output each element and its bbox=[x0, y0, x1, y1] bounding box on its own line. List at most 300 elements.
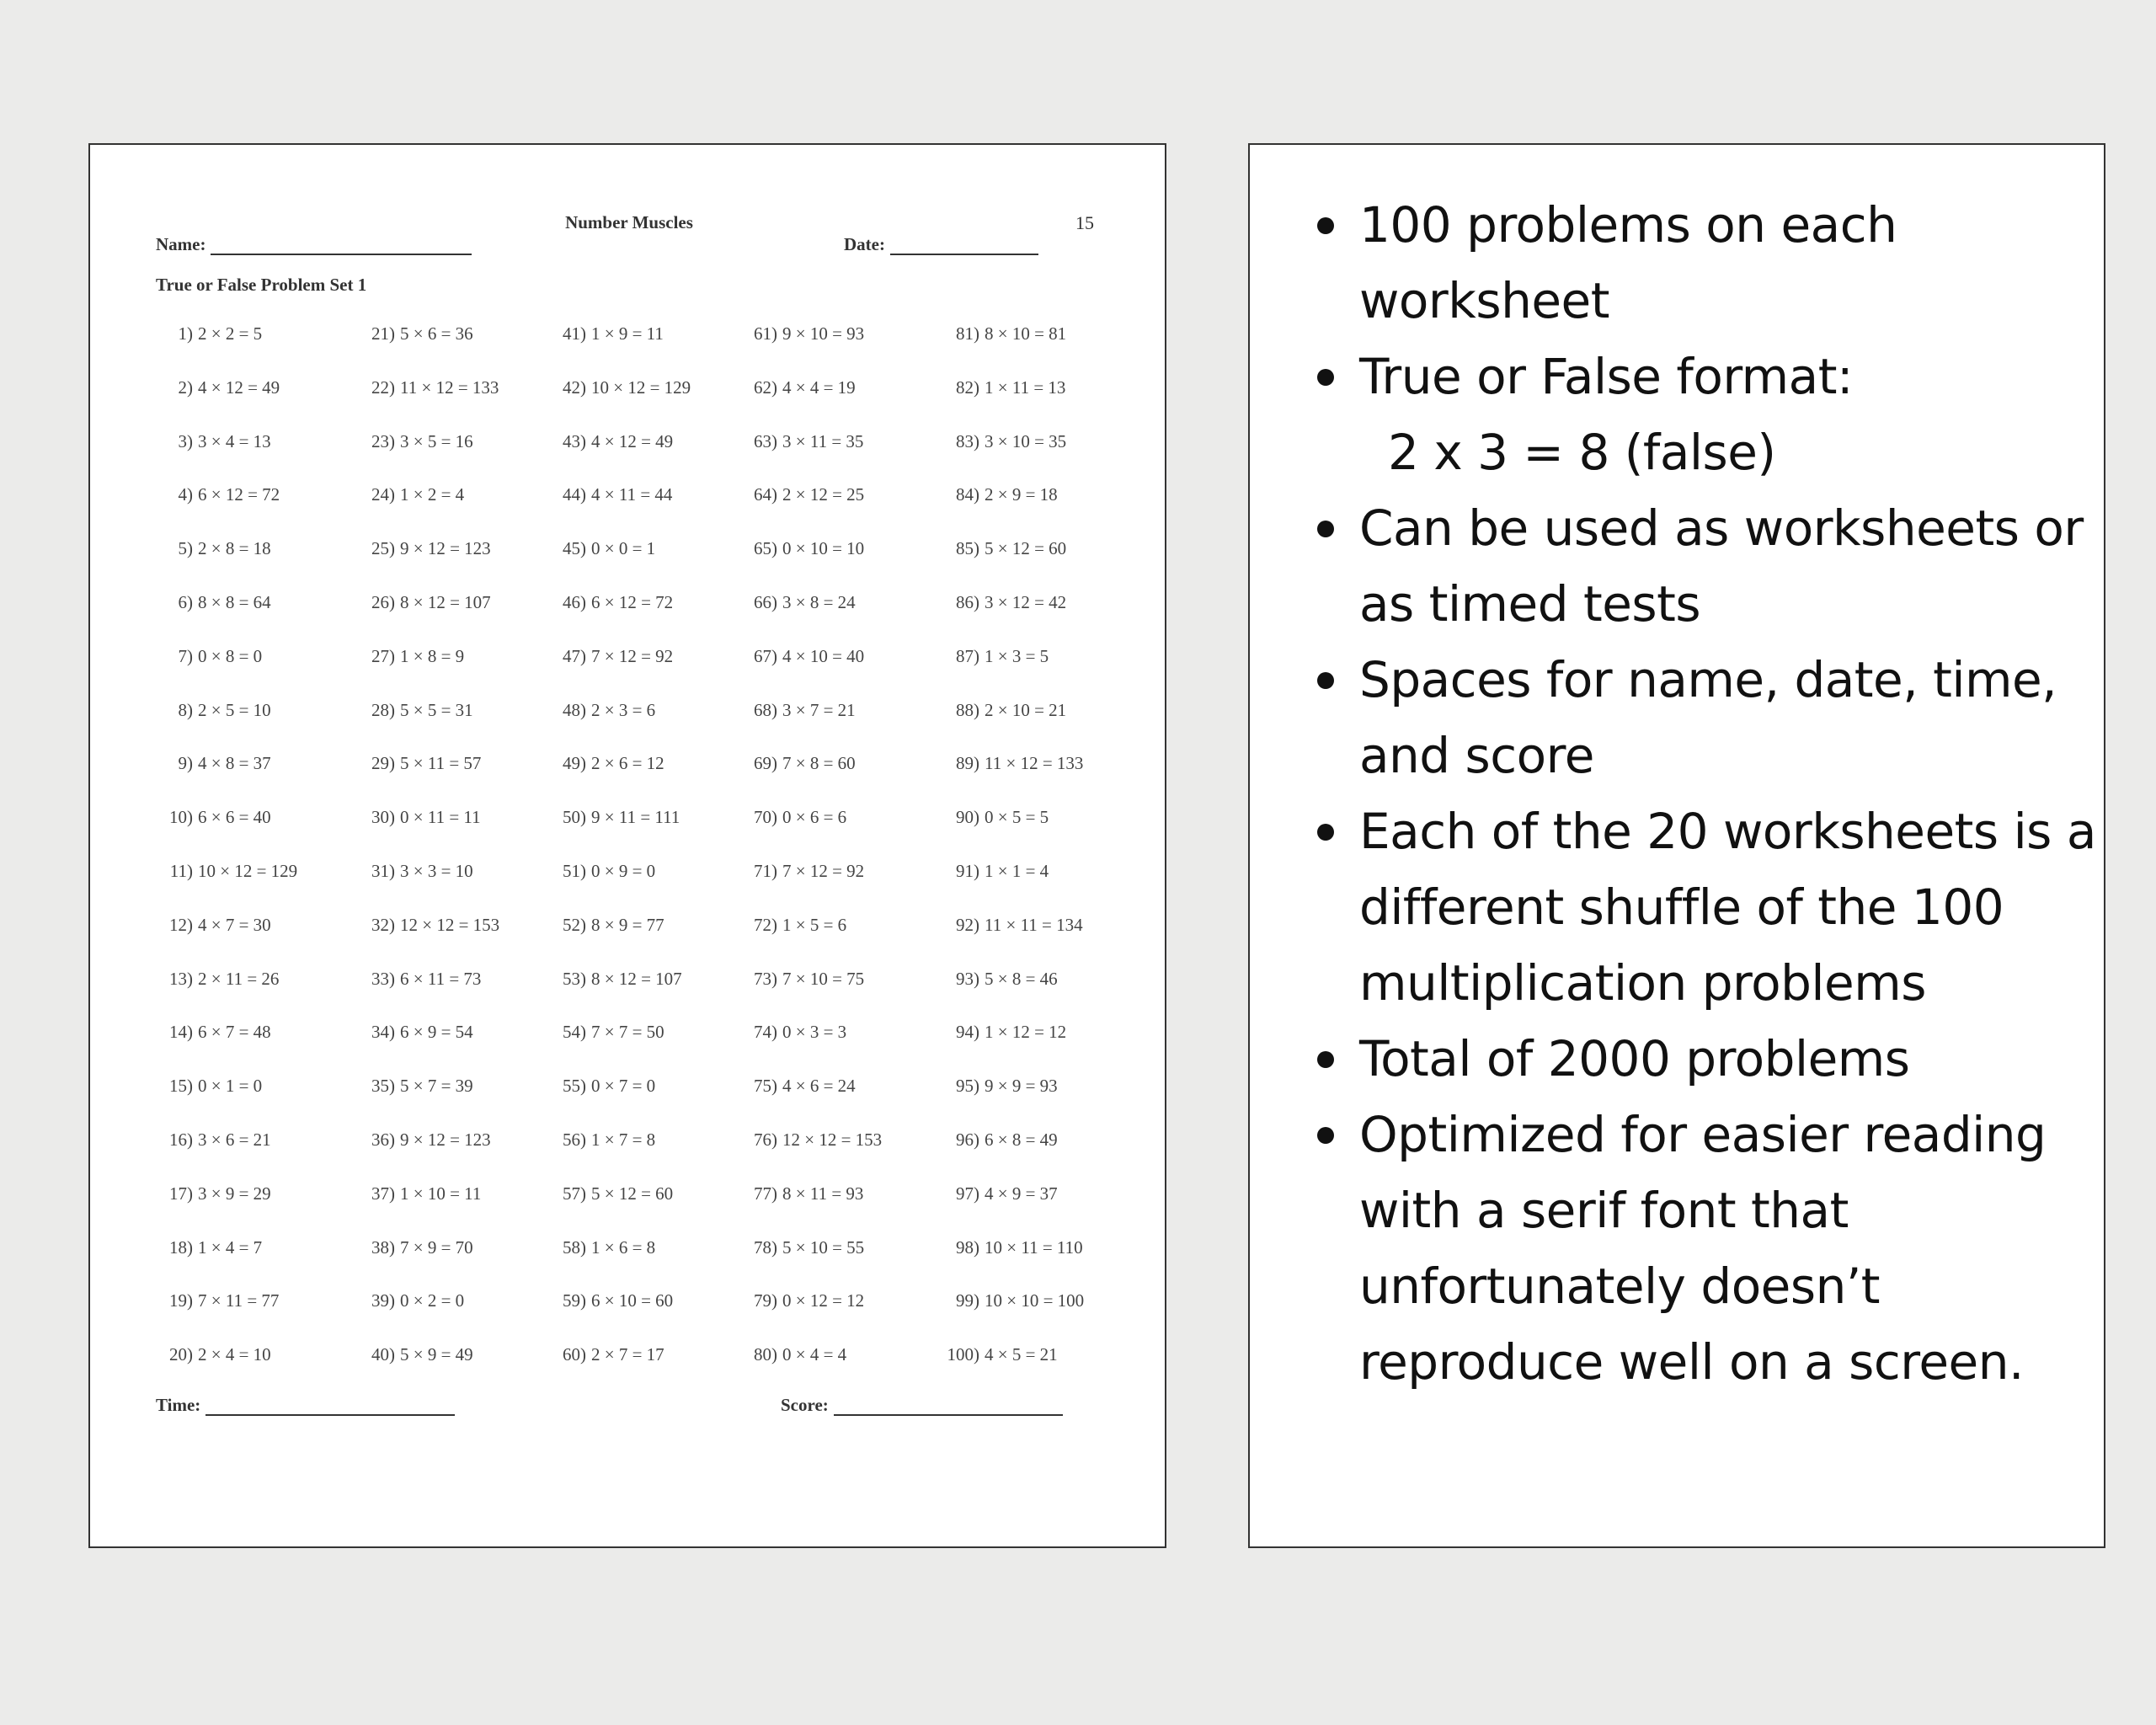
problem-equation: 8 × 8 = 64 bbox=[198, 591, 271, 612]
problem-item bbox=[932, 538, 1134, 592]
problem-equation: 4 × 10 = 40 bbox=[782, 645, 865, 666]
problem-equation: 2 × 11 = 26 bbox=[198, 968, 280, 989]
problem-number: 42) bbox=[563, 377, 586, 398]
problem-equation: 5 × 8 = 46 bbox=[985, 968, 1058, 989]
problem-item bbox=[740, 431, 942, 485]
problem-equation: 7 × 9 = 70 bbox=[400, 1236, 473, 1258]
problem-equation: 3 × 6 = 21 bbox=[198, 1129, 271, 1150]
problem-number: 37) bbox=[371, 1183, 395, 1204]
problem-number: 49) bbox=[563, 753, 586, 774]
problem-equation: 2 × 8 = 18 bbox=[198, 538, 271, 559]
feature-example: 2 x 3 = 8 (false) bbox=[1388, 424, 1776, 481]
problem-number: 84) bbox=[956, 484, 979, 505]
name-blank-line bbox=[211, 235, 472, 255]
problem-equation: 6 × 11 = 73 bbox=[400, 968, 482, 989]
problem-equation: 11 × 11 = 134 bbox=[985, 914, 1083, 935]
problem-item bbox=[740, 1237, 942, 1291]
problem-equation: 10 × 11 = 110 bbox=[985, 1236, 1083, 1258]
problem-number: 1) bbox=[178, 323, 193, 344]
problem-item bbox=[932, 969, 1134, 1023]
feature-text: Optimized for easier reading with a serif font that unfortunately doesn’t reproduce well on a screen. bbox=[1359, 1106, 2047, 1391]
problem-number: 76) bbox=[754, 1129, 777, 1150]
problem-equation: 12 × 12 = 153 bbox=[400, 914, 500, 935]
problem-number: 30) bbox=[371, 807, 395, 828]
problem-number: 11) bbox=[169, 860, 193, 881]
problem-number: 46) bbox=[563, 591, 586, 612]
problem-number: 47) bbox=[563, 645, 586, 666]
problem-number: 83) bbox=[956, 430, 979, 451]
problem-item bbox=[740, 538, 942, 592]
problem-item bbox=[156, 1076, 358, 1130]
page-number: 15 bbox=[1075, 212, 1094, 233]
problem-equation: 10 × 12 = 129 bbox=[198, 860, 298, 881]
problem-equation: 9 × 12 = 123 bbox=[400, 1129, 491, 1150]
problem-number: 19) bbox=[169, 1290, 193, 1311]
problem-item bbox=[740, 592, 942, 646]
problem-number: 43) bbox=[563, 430, 586, 451]
time-field bbox=[156, 1395, 455, 1416]
problem-number: 68) bbox=[754, 699, 777, 720]
feature-item bbox=[1250, 642, 2107, 793]
problem-item bbox=[156, 1022, 358, 1076]
problem-number: 50) bbox=[563, 807, 586, 828]
problem-equation: 6 × 12 = 72 bbox=[591, 591, 674, 612]
problem-item bbox=[156, 861, 358, 915]
problem-equation: 2 × 5 = 10 bbox=[198, 699, 271, 720]
problem-item bbox=[932, 484, 1134, 538]
problem-item bbox=[358, 431, 560, 485]
problem-item bbox=[358, 807, 560, 861]
feature-item bbox=[1250, 1021, 2107, 1097]
problem-number: 54) bbox=[563, 1022, 586, 1043]
problem-number: 2) bbox=[178, 377, 193, 398]
problem-equation: 8 × 12 = 107 bbox=[400, 591, 491, 612]
feature-text: True or False format: bbox=[1359, 348, 1853, 405]
problem-number: 17) bbox=[169, 1183, 193, 1204]
problem-number: 69) bbox=[754, 753, 777, 774]
problem-column bbox=[549, 323, 751, 1398]
date-blank-line bbox=[890, 235, 1038, 255]
problem-item bbox=[156, 969, 358, 1023]
problem-number: 94) bbox=[956, 1022, 979, 1043]
problem-item bbox=[156, 753, 358, 807]
worksheet-title: Number Muscles bbox=[565, 212, 693, 232]
problem-equation: 2 × 3 = 6 bbox=[591, 699, 656, 720]
problem-item bbox=[358, 1130, 560, 1183]
problem-item bbox=[740, 861, 942, 915]
feature-text: Total of 2000 problems bbox=[1359, 1030, 1910, 1087]
problem-equation: 0 × 9 = 0 bbox=[591, 860, 656, 881]
feature-item bbox=[1250, 1097, 2107, 1400]
problem-item bbox=[740, 323, 942, 377]
problem-equation: 0 × 3 = 3 bbox=[782, 1022, 847, 1043]
problem-number: 23) bbox=[371, 430, 395, 451]
problem-number: 81) bbox=[956, 323, 979, 344]
problem-item bbox=[549, 538, 751, 592]
problem-item bbox=[549, 592, 751, 646]
problem-number: 8) bbox=[178, 699, 193, 720]
feature-item bbox=[1250, 490, 2107, 642]
problem-item bbox=[358, 1290, 560, 1344]
problem-equation: 8 × 10 = 81 bbox=[985, 323, 1067, 344]
feature-text: Spaces for name, date, time, and score bbox=[1359, 651, 2057, 784]
problem-item bbox=[549, 377, 751, 431]
problem-number: 40) bbox=[371, 1344, 395, 1365]
problem-item bbox=[358, 1237, 560, 1291]
problem-equation: 0 × 0 = 1 bbox=[591, 538, 656, 559]
problem-number: 85) bbox=[956, 538, 979, 559]
problem-item bbox=[740, 646, 942, 700]
problem-item bbox=[156, 538, 358, 592]
problem-item bbox=[549, 646, 751, 700]
problem-equation: 10 × 12 = 129 bbox=[591, 377, 691, 398]
problem-item bbox=[156, 1183, 358, 1237]
problem-number: 28) bbox=[371, 699, 395, 720]
problem-equation: 2 × 2 = 5 bbox=[198, 323, 263, 344]
problem-equation: 6 × 6 = 40 bbox=[198, 807, 271, 828]
problem-number: 58) bbox=[563, 1236, 586, 1258]
problem-equation: 3 × 4 = 13 bbox=[198, 430, 271, 451]
problem-equation: 0 × 12 = 12 bbox=[782, 1290, 865, 1311]
problem-equation: 0 × 8 = 0 bbox=[198, 645, 263, 666]
problem-item bbox=[740, 807, 942, 861]
problem-item bbox=[549, 915, 751, 969]
problem-item bbox=[358, 484, 560, 538]
problem-item bbox=[358, 915, 560, 969]
problem-item bbox=[549, 700, 751, 754]
problem-item bbox=[156, 646, 358, 700]
problem-equation: 10 × 10 = 100 bbox=[985, 1290, 1085, 1311]
problem-item bbox=[156, 484, 358, 538]
problem-equation: 7 × 11 = 77 bbox=[198, 1290, 280, 1311]
feature-text: Each of the 20 worksheets is a different shuffle of the 100 multiplication problems bbox=[1359, 803, 2096, 1012]
problem-number: 65) bbox=[754, 538, 777, 559]
problem-number: 22) bbox=[371, 377, 395, 398]
problem-equation: 0 × 4 = 4 bbox=[782, 1344, 847, 1365]
problem-equation: 6 × 8 = 49 bbox=[985, 1129, 1058, 1150]
problem-equation: 7 × 12 = 92 bbox=[782, 860, 865, 881]
problem-item bbox=[932, 592, 1134, 646]
problem-number: 73) bbox=[754, 968, 777, 989]
problem-equation: 1 × 12 = 12 bbox=[985, 1022, 1067, 1043]
problem-number: 74) bbox=[754, 1022, 777, 1043]
problem-equation: 1 × 7 = 8 bbox=[591, 1129, 656, 1150]
problem-item bbox=[932, 807, 1134, 861]
problem-equation: 5 × 10 = 55 bbox=[782, 1236, 865, 1258]
problem-number: 82) bbox=[956, 377, 979, 398]
problem-number: 67) bbox=[754, 645, 777, 666]
problem-item bbox=[932, 700, 1134, 754]
problem-number: 5) bbox=[178, 538, 193, 559]
problem-item bbox=[156, 377, 358, 431]
problem-number: 52) bbox=[563, 914, 586, 935]
problem-number: 56) bbox=[563, 1129, 586, 1150]
problem-equation: 7 × 7 = 50 bbox=[591, 1022, 664, 1043]
problem-number: 21) bbox=[371, 323, 395, 344]
problem-item bbox=[932, 1290, 1134, 1344]
problem-equation: 8 × 9 = 77 bbox=[591, 914, 664, 935]
problem-item bbox=[156, 700, 358, 754]
problem-number: 16) bbox=[169, 1129, 193, 1150]
problem-number: 71) bbox=[754, 860, 777, 881]
problem-number: 34) bbox=[371, 1022, 395, 1043]
problem-number: 97) bbox=[956, 1183, 979, 1204]
problem-number: 26) bbox=[371, 591, 395, 612]
problem-equation: 5 × 6 = 36 bbox=[400, 323, 473, 344]
problem-item bbox=[358, 377, 560, 431]
problem-number: 55) bbox=[563, 1076, 586, 1097]
problem-item bbox=[549, 861, 751, 915]
problem-number: 20) bbox=[169, 1344, 193, 1365]
problem-number: 75) bbox=[754, 1076, 777, 1097]
problem-number: 29) bbox=[371, 753, 395, 774]
problem-equation: 6 × 10 = 60 bbox=[591, 1290, 674, 1311]
problem-number: 41) bbox=[563, 323, 586, 344]
problem-item bbox=[549, 1290, 751, 1344]
problem-item bbox=[358, 538, 560, 592]
problem-equation: 11 × 12 = 133 bbox=[400, 377, 499, 398]
problem-equation: 5 × 9 = 49 bbox=[400, 1344, 473, 1365]
name-label: Name: bbox=[156, 234, 206, 254]
problem-item bbox=[549, 323, 751, 377]
problem-equation: 1 × 9 = 11 bbox=[591, 323, 664, 344]
problem-number: 6) bbox=[178, 591, 193, 612]
problem-equation: 3 × 11 = 35 bbox=[782, 430, 864, 451]
problem-equation: 8 × 11 = 93 bbox=[782, 1183, 864, 1204]
problem-equation: 0 × 11 = 11 bbox=[400, 807, 481, 828]
worksheet-page bbox=[88, 143, 1166, 1548]
problem-number: 9) bbox=[178, 753, 193, 774]
problem-equation: 12 × 12 = 153 bbox=[782, 1129, 883, 1150]
problem-item bbox=[358, 700, 560, 754]
problem-item bbox=[549, 431, 751, 485]
problem-equation: 4 × 5 = 21 bbox=[985, 1344, 1058, 1365]
problem-number: 72) bbox=[754, 914, 777, 935]
problem-item bbox=[740, 484, 942, 538]
problem-equation: 9 × 11 = 111 bbox=[591, 807, 680, 828]
problem-item bbox=[549, 1344, 751, 1398]
problem-equation: 5 × 12 = 60 bbox=[591, 1183, 674, 1204]
problem-item bbox=[740, 1022, 942, 1076]
problem-equation: 5 × 7 = 39 bbox=[400, 1076, 473, 1097]
problem-item bbox=[932, 1076, 1134, 1130]
problem-number: 96) bbox=[956, 1129, 979, 1150]
problem-item bbox=[932, 1183, 1134, 1237]
problem-item bbox=[549, 1076, 751, 1130]
problem-number: 100) bbox=[947, 1344, 979, 1365]
problem-number: 14) bbox=[169, 1022, 193, 1043]
problem-number: 45) bbox=[563, 538, 586, 559]
problem-item bbox=[358, 1076, 560, 1130]
problem-number: 70) bbox=[754, 807, 777, 828]
problem-equation: 1 × 11 = 13 bbox=[985, 377, 1066, 398]
problem-number: 88) bbox=[956, 699, 979, 720]
problem-item bbox=[358, 1022, 560, 1076]
name-field bbox=[156, 234, 472, 255]
problem-number: 15) bbox=[169, 1076, 193, 1097]
problem-equation: 1 × 6 = 8 bbox=[591, 1236, 656, 1258]
problem-item bbox=[549, 1022, 751, 1076]
problem-item bbox=[358, 969, 560, 1023]
problem-equation: 6 × 7 = 48 bbox=[198, 1022, 271, 1043]
problem-number: 78) bbox=[754, 1236, 777, 1258]
score-field bbox=[781, 1395, 1063, 1416]
problem-item bbox=[156, 1290, 358, 1344]
problem-equation: 2 × 9 = 18 bbox=[985, 484, 1058, 505]
problem-number: 38) bbox=[371, 1236, 395, 1258]
problem-number: 33) bbox=[371, 968, 395, 989]
problem-equation: 0 × 5 = 5 bbox=[985, 807, 1049, 828]
problem-equation: 7 × 8 = 60 bbox=[782, 753, 856, 774]
problem-item bbox=[932, 1130, 1134, 1183]
problem-equation: 3 × 8 = 24 bbox=[782, 591, 856, 612]
problem-item bbox=[932, 753, 1134, 807]
score-blank-line bbox=[834, 1396, 1063, 1416]
problem-item bbox=[932, 1022, 1134, 1076]
problem-item bbox=[156, 1130, 358, 1183]
problem-number: 60) bbox=[563, 1344, 586, 1365]
problem-number: 87) bbox=[956, 645, 979, 666]
problem-number: 51) bbox=[563, 860, 586, 881]
time-label: Time: bbox=[156, 1395, 201, 1415]
problem-equation: 1 × 5 = 6 bbox=[782, 914, 847, 935]
problem-number: 25) bbox=[371, 538, 395, 559]
problem-equation: 3 × 7 = 21 bbox=[782, 699, 856, 720]
problem-equation: 9 × 9 = 93 bbox=[985, 1076, 1058, 1097]
problem-item bbox=[156, 592, 358, 646]
problem-number: 12) bbox=[169, 914, 193, 935]
date-field bbox=[844, 234, 1038, 255]
problem-equation: 4 × 9 = 37 bbox=[985, 1183, 1058, 1204]
problem-number: 63) bbox=[754, 430, 777, 451]
problem-item bbox=[740, 1076, 942, 1130]
problem-equation: 4 × 8 = 37 bbox=[198, 753, 271, 774]
feature-text: 100 problems on each worksheet bbox=[1359, 196, 1897, 329]
problem-number: 48) bbox=[563, 699, 586, 720]
problem-equation: 3 × 9 = 29 bbox=[198, 1183, 271, 1204]
problem-equation: 3 × 12 = 42 bbox=[985, 591, 1067, 612]
problem-equation: 6 × 12 = 72 bbox=[198, 484, 280, 505]
problem-number: 31) bbox=[371, 860, 395, 881]
problem-number: 35) bbox=[371, 1076, 395, 1097]
problem-number: 92) bbox=[956, 914, 979, 935]
problem-item bbox=[932, 431, 1134, 485]
problem-item bbox=[932, 323, 1134, 377]
problem-number: 7) bbox=[178, 645, 193, 666]
problem-equation: 11 × 12 = 133 bbox=[985, 753, 1084, 774]
problem-item bbox=[156, 1344, 358, 1398]
problem-item bbox=[549, 1237, 751, 1291]
problem-number: 91) bbox=[956, 860, 979, 881]
problem-number: 86) bbox=[956, 591, 979, 612]
problem-equation: 5 × 5 = 31 bbox=[400, 699, 473, 720]
problem-number: 10) bbox=[169, 807, 193, 828]
problem-item bbox=[358, 1183, 560, 1237]
problem-equation: 3 × 3 = 10 bbox=[400, 860, 473, 881]
feature-item bbox=[1250, 793, 2107, 1021]
problem-number: 24) bbox=[371, 484, 395, 505]
problem-item bbox=[932, 915, 1134, 969]
problem-number: 3) bbox=[178, 430, 193, 451]
problem-item bbox=[740, 1183, 942, 1237]
problem-equation: 4 × 6 = 24 bbox=[782, 1076, 856, 1097]
problem-item bbox=[932, 377, 1134, 431]
problem-number: 27) bbox=[371, 645, 395, 666]
problem-item bbox=[156, 323, 358, 377]
problem-item bbox=[740, 969, 942, 1023]
problem-number: 61) bbox=[754, 323, 777, 344]
problem-equation: 4 × 11 = 44 bbox=[591, 484, 673, 505]
problem-number: 18) bbox=[169, 1236, 193, 1258]
problem-item bbox=[549, 1130, 751, 1183]
feature-list bbox=[1250, 187, 2107, 1400]
problem-equation: 0 × 6 = 6 bbox=[782, 807, 847, 828]
problem-number: 59) bbox=[563, 1290, 586, 1311]
problem-item bbox=[156, 915, 358, 969]
problem-number: 89) bbox=[956, 753, 979, 774]
problem-item bbox=[932, 646, 1134, 700]
problem-equation: 1 × 3 = 5 bbox=[985, 645, 1049, 666]
problem-equation: 1 × 1 = 4 bbox=[985, 860, 1049, 881]
problem-item bbox=[156, 807, 358, 861]
problem-number: 77) bbox=[754, 1183, 777, 1204]
problem-equation: 4 × 12 = 49 bbox=[591, 430, 674, 451]
problem-equation: 1 × 4 = 7 bbox=[198, 1236, 263, 1258]
problem-set-subtitle: True or False Problem Set 1 bbox=[156, 275, 367, 295]
problem-item bbox=[549, 753, 751, 807]
problem-item bbox=[549, 1183, 751, 1237]
problem-number: 93) bbox=[956, 968, 979, 989]
problem-item bbox=[740, 1344, 942, 1398]
problem-item bbox=[740, 1130, 942, 1183]
problem-equation: 9 × 10 = 93 bbox=[782, 323, 865, 344]
problem-item bbox=[740, 915, 942, 969]
problem-equation: 2 × 12 = 25 bbox=[782, 484, 865, 505]
problem-number: 4) bbox=[178, 484, 193, 505]
problem-column bbox=[740, 323, 942, 1398]
problem-item bbox=[358, 323, 560, 377]
problem-equation: 4 × 12 = 49 bbox=[198, 377, 280, 398]
problem-number: 90) bbox=[956, 807, 979, 828]
problem-grid bbox=[90, 323, 1168, 1402]
problem-item bbox=[156, 1237, 358, 1291]
problem-column bbox=[156, 323, 358, 1398]
problem-number: 98) bbox=[956, 1236, 979, 1258]
problem-equation: 7 × 10 = 75 bbox=[782, 968, 865, 989]
problem-item bbox=[740, 753, 942, 807]
problem-item bbox=[358, 646, 560, 700]
problem-equation: 2 × 6 = 12 bbox=[591, 753, 664, 774]
problem-equation: 2 × 10 = 21 bbox=[985, 699, 1067, 720]
problem-number: 99) bbox=[956, 1290, 979, 1311]
problem-equation: 0 × 2 = 0 bbox=[400, 1290, 465, 1311]
problem-number: 13) bbox=[169, 968, 193, 989]
problem-equation: 0 × 1 = 0 bbox=[198, 1076, 263, 1097]
problem-item bbox=[156, 431, 358, 485]
score-label: Score: bbox=[781, 1395, 829, 1415]
problem-column bbox=[358, 323, 560, 1398]
problem-equation: 3 × 10 = 35 bbox=[985, 430, 1067, 451]
problem-item bbox=[740, 1290, 942, 1344]
feature-item bbox=[1250, 339, 2107, 490]
problem-equation: 1 × 10 = 11 bbox=[400, 1183, 482, 1204]
problem-equation: 0 × 10 = 10 bbox=[782, 538, 865, 559]
problem-number: 32) bbox=[371, 914, 395, 935]
feature-text: Can be used as worksheets or as timed tests bbox=[1359, 499, 2084, 633]
problem-equation: 9 × 12 = 123 bbox=[400, 538, 491, 559]
problem-item bbox=[358, 592, 560, 646]
problem-item bbox=[358, 1344, 560, 1398]
